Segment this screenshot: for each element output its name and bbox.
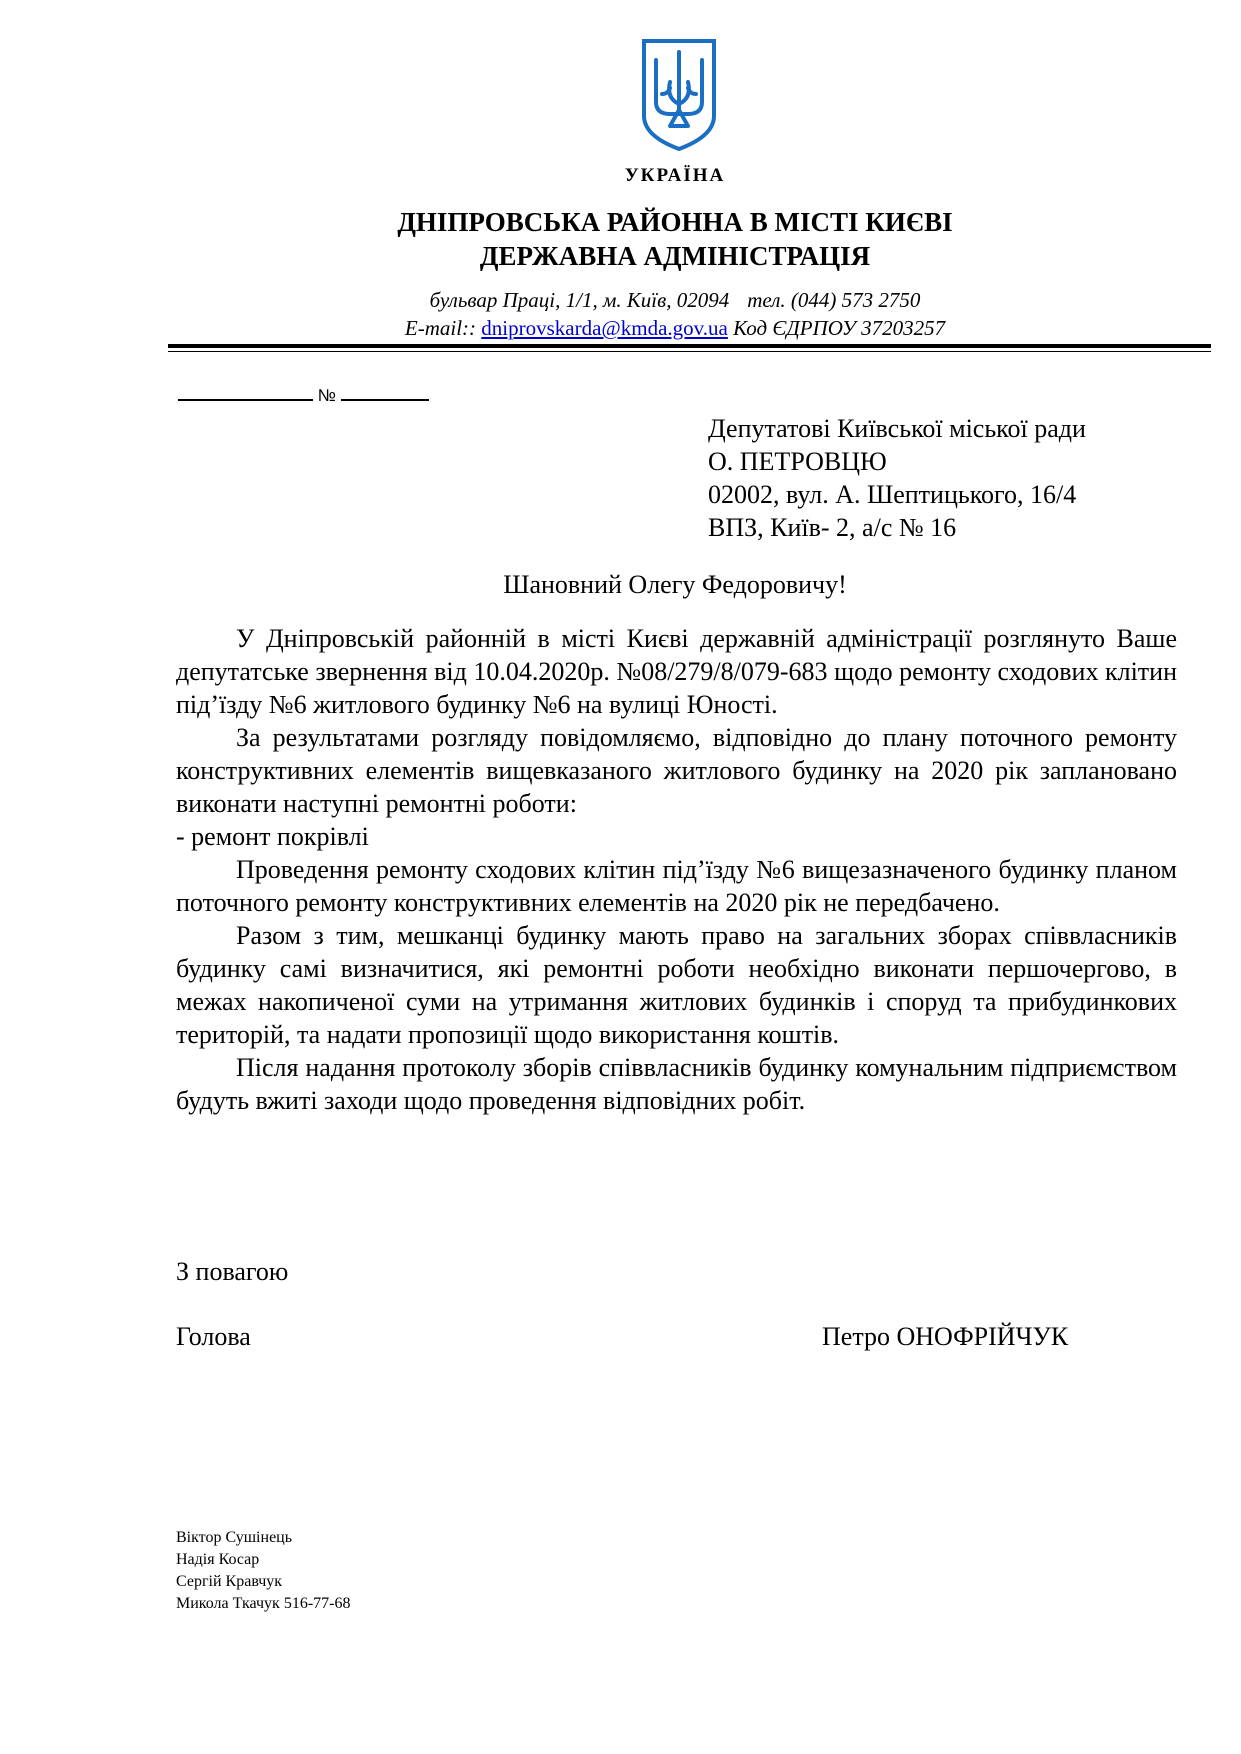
closing-phrase: З повагою [176,1257,289,1286]
letter-body [176,622,1177,1117]
recipient-line: 02002, вул. А. Шептицького, 16/4 [708,480,1077,509]
email-link[interactable]: dniprovskarda@kmda.gov.ua [481,316,728,340]
recipient-line: О. ПЕТРОВЦЮ [708,447,887,476]
edrpou-code: Код ЄДРПОУ 37203257 [733,316,946,340]
header-divider-thick [168,344,1211,348]
body-list-item: - ремонт покрівлі [176,822,369,851]
executor-line: Микола Ткачук 516-77-68 [176,1595,351,1612]
signer-name: Петро ОНОФРІЙЧУК [822,1322,1069,1351]
signer-position: Голова [176,1322,251,1351]
email-label: E-mail:: [404,316,477,340]
country-name: УКРАЇНА [624,165,726,186]
salutation: Шановний Олегу Федоровичу! [503,570,847,599]
phone-number: тел. (044) 573 2750 [747,288,921,312]
body-paragraph: Після надання протоколу зборів співвласників будинку комунальним підприємством будуть вжиті заходи щодо проведення відповідних робіт. [176,1053,1177,1115]
recipient-line: ВПЗ, Київ- 2, а/с № 16 [708,513,957,542]
executor-line: Надія Косар [176,1551,260,1568]
recipient-block [708,412,1086,544]
organization-name-line-2: ДЕРЖАВНА АДМІНІСТРАЦІЯ [479,241,871,271]
number-sign: № [317,386,336,405]
ukraine-trident-emblem-icon [640,38,718,152]
registration-number-line [178,383,429,406]
header-divider-thin [168,351,1211,352]
recipient-line: Депутатові Київської міської ради [708,414,1086,443]
postal-address: бульвар Праці, 1/1, м. Київ, 02094 [429,288,730,312]
body-paragraph: За результатами розгляду повідомляємо, відповідно до плану поточного ремонту конструктивних елементів вищевказаного житлового будинку на 2020 рік заплановано виконати наступні ремонтні роботи: [176,723,1177,818]
body-paragraph: У Дніпровській районній в місті Києві державній адміністрації розглянуто Ваше депутатське звернення від 10.04.2020р. №08/279/8/079-683 щодо ремонту сходових клітин під’їзду №6 житлового будинку №6 на вулиці Юності. [176,624,1177,719]
executor-line: Сергій Кравчук [176,1573,283,1590]
contact-line-email [0,316,1241,341]
body-paragraph: Проведення ремонту сходових клітин під’їзду №6 вищезазначеного будинку планом поточного ремонту конструктивних елементів на 2020 рік не передбачено. [176,855,1177,917]
organization-name-line-1: ДНІПРОВСЬКА РАЙОННА В МІСТІ КИЄВІ [397,207,953,237]
executors-list [176,1527,350,1615]
registration-number-blank [341,383,429,401]
body-paragraph: Разом з тим, мешканці будинку мають право на загальних зборах співвласників будинку самі визначитися, які ремонтні роботи необхідно виконати першочергово, в межах накопиченої суми на утримання житлових будинків і споруд та прибудинкових територій, та надати пропозиції щодо використання коштів. [176,921,1177,1049]
contact-line-address [0,288,1241,313]
executor-line: Віктор Сушінець [176,1529,293,1546]
registration-date-blank [178,383,313,401]
